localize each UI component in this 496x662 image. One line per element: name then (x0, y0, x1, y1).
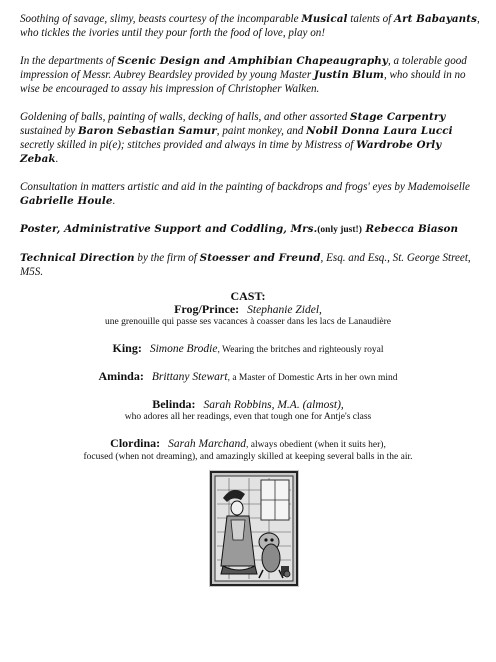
credits-page (20, 12, 482, 470)
credit-text: . (55, 153, 59, 165)
cast-description: , always obedient (when it suits her), (246, 440, 386, 450)
cast-entry-belinda (0, 398, 496, 423)
cast-entry-king (0, 342, 496, 356)
credit-text: . (112, 195, 116, 207)
credit-name-bold: Gabrielle Houle (20, 195, 113, 207)
credit-technical-direction (20, 251, 482, 279)
credit-text: , who should in no wise be encouraged to assay his impression of Christopher Walken. (20, 69, 466, 95)
credit-poster-admin (20, 222, 482, 237)
cast-description: une grenouille qui passe ses vacances à coasser dans les lacs de Lanaudière (105, 317, 391, 327)
credit-name-bold: Baron Sebastian Samur (77, 125, 217, 137)
credit-stage-carpentry (20, 110, 482, 166)
credit-text: by the firm of (134, 252, 200, 264)
credit-text: Soothing of savage, slimy, beasts courtesy of the incomparable (20, 13, 302, 25)
cast-description: who adores all her readings, even that tough one for Antje's class (124, 412, 372, 422)
credit-text: Consultation in matters artistic and aid in the painting of backdrops and frogs' eyes by Mademoiselle (20, 181, 470, 193)
cast-heading: CAST: (230, 289, 266, 303)
credit-name-bold: Justin Blum (313, 69, 384, 81)
credit-scenic-design (20, 54, 482, 96)
cast-entry-aminda (0, 370, 496, 384)
cast-entry-clordina (0, 437, 496, 463)
credit-consultation (20, 180, 482, 208)
credit-name-bold: Poster, Administrative Support and Coddling, Mrs. (20, 223, 318, 235)
credits-section (20, 12, 482, 279)
cast-role: Belinda: (152, 397, 196, 411)
cast-actor: Stephanie Zidel, (247, 304, 322, 316)
credit-text: , a tolerable good impression of Messr. Aubrey Beardsley provided by young Master (20, 55, 467, 81)
cast-description: , Wearing the britches and righteously royal (217, 345, 384, 355)
credit-text: In the departments of (20, 55, 118, 67)
credit-name-bold: Technical Direction (20, 252, 135, 264)
cast-role: Aminda: (98, 369, 144, 383)
credit-name-bold: Rebecca Biason (361, 223, 459, 235)
credit-text: secretly skilled in pi(e); stitches provided and always in time by Mistress of (20, 139, 357, 151)
credit-text: , who tickles the ivories until they pour forth the food of love, play on! (20, 13, 480, 39)
cast-actor: Simone Brodie (149, 343, 218, 355)
cast-description: , a Master of Domestic Arts in her own mind (227, 373, 398, 383)
credit-name-bold: Nobil Donna Laura Lucci (306, 125, 453, 137)
credit-name-bold: Scenic Design and Amphibian Chapeaugraphy (117, 55, 388, 67)
cast-description-extra: focused (when not dreaming), and amazingly skilled at keeping several balls in the air. (83, 452, 413, 462)
credit-name-bold: Musical (301, 13, 348, 25)
credit-name-bold: Stoesser and Freund (199, 252, 321, 264)
credit-music (20, 12, 482, 40)
credit-text: , Esq. and Esq., St. George Street, M5S. (20, 252, 471, 278)
frog-prince-illustration (209, 470, 299, 587)
credit-aside: (only just!) (317, 225, 362, 235)
cast-role: Frog/Prince: (174, 302, 240, 316)
credit-text: talents of (347, 13, 395, 25)
credit-text: , paint monkey, and (216, 125, 307, 137)
credit-text: Goldening of balls, painting of walls, decking of halls, and other assorted (20, 111, 351, 123)
cast-actor: Sarah Marchand (168, 438, 247, 450)
cast-role: King: (112, 341, 142, 355)
cast-entry-frog (0, 303, 496, 328)
credit-name-bold: Wardrobe Orly Zebak (20, 139, 442, 165)
cast-section (0, 289, 496, 463)
cast-actor: Sarah Robbins, M.A. (almost), (203, 399, 344, 411)
cast-role: Clordina: (110, 436, 161, 450)
credit-text: sustained by (20, 125, 78, 137)
credit-name-bold: Stage Carpentry (350, 111, 446, 123)
cast-actor: Brittany Stewart (151, 371, 228, 383)
credit-name-bold: Art Babayants (394, 13, 478, 25)
